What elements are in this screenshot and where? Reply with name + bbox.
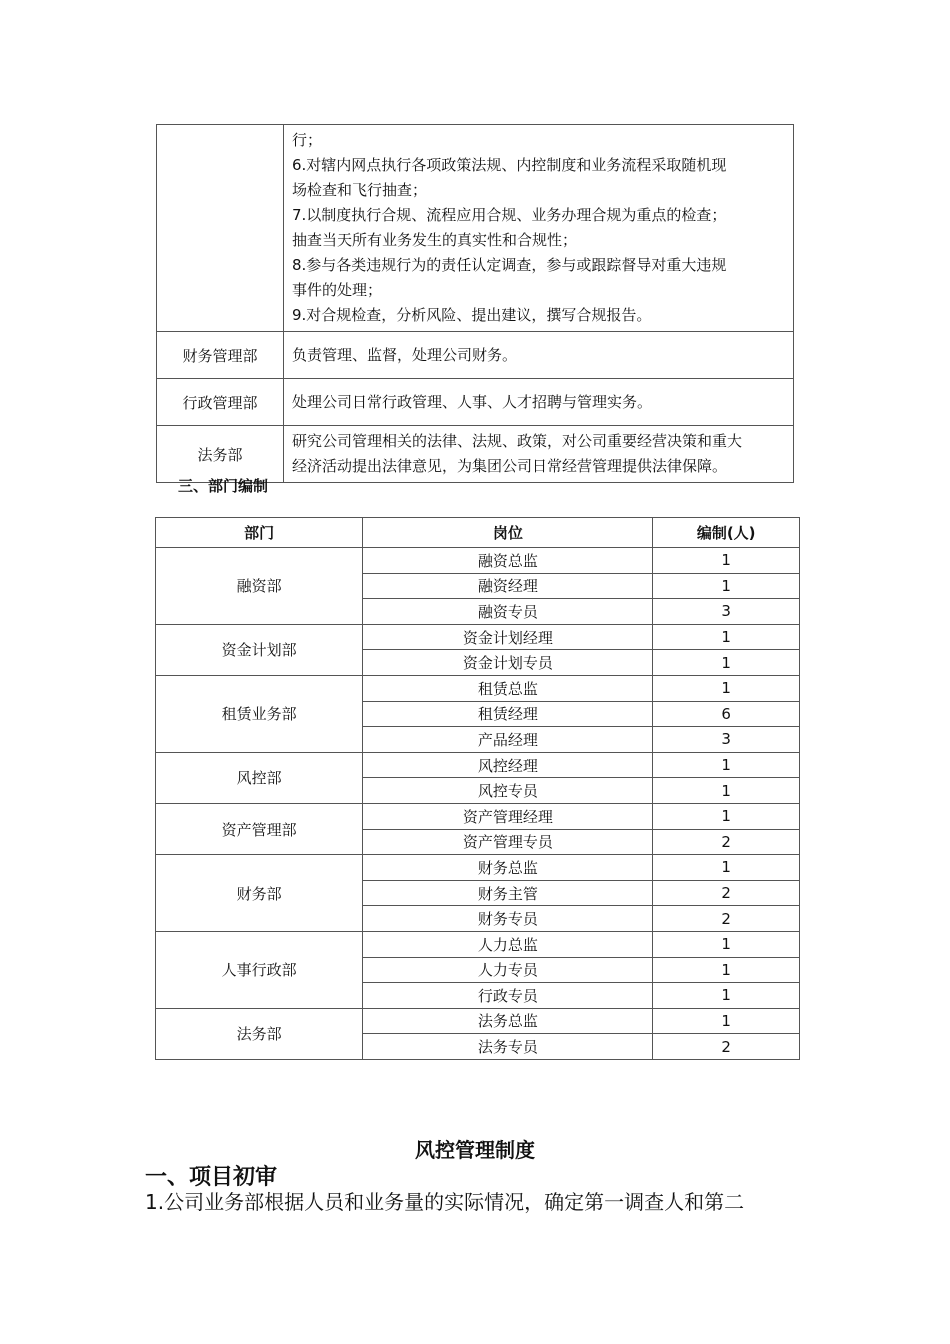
headcount-cell: 1 — [653, 983, 800, 1009]
position-cell: 租赁总监 — [363, 675, 653, 701]
duty-dept-cell: 行政管理部 — [157, 379, 284, 426]
headcount-cell: 2 — [653, 829, 800, 855]
section-heading: 三、部门编制 — [178, 477, 269, 495]
body-paragraph: 1.公司业务部根据人员和业务量的实际情况，确定第一调查人和第二 — [145, 1190, 745, 1214]
section-heading-project-review: 一、项目初审 — [145, 1165, 278, 1190]
duty-line: 9.对合规检查，分析风险、提出建议，撰写合规报告。 — [292, 306, 652, 324]
duty-row — [157, 379, 794, 426]
table-row — [156, 855, 800, 881]
dept-cell: 资产管理部 — [156, 803, 363, 854]
duty-row — [157, 426, 794, 483]
duty-desc-cell — [284, 125, 794, 332]
position-cell: 财务主管 — [363, 880, 653, 906]
department-duties-table — [156, 124, 794, 483]
duty-line: 8.参与各类违规行为的责任认定调查，参与或跟踪督导对重大违规 — [292, 256, 727, 274]
headcount-cell: 1 — [653, 675, 800, 701]
position-cell: 资产管理经理 — [363, 803, 653, 829]
header-position: 岗位 — [363, 518, 653, 548]
duty-line: 7.以制度执行合规、流程应用合规、业务办理合规为重点的检查； — [292, 206, 727, 224]
headcount-cell: 3 — [653, 727, 800, 753]
duty-line: 经济活动提出法律意见，为集团公司日常经营管理提供法律保障。 — [292, 457, 728, 475]
header-dept: 部门 — [156, 518, 363, 548]
duty-line: 负责管理、监督，处理公司财务。 — [292, 345, 518, 364]
duty-dept-cell — [157, 125, 284, 332]
staffing-body — [156, 548, 800, 1060]
dept-cell: 法务部 — [156, 1008, 363, 1059]
position-cell: 风控专员 — [363, 778, 653, 804]
duty-line: 研究公司管理相关的法律、法规、政策，对公司重要经营决策和重大 — [292, 432, 743, 450]
duty-line: 行； — [292, 131, 323, 149]
headcount-cell: 6 — [653, 701, 800, 727]
table-row — [156, 1008, 800, 1034]
headcount-cell: 2 — [653, 880, 800, 906]
position-cell: 财务专员 — [363, 906, 653, 932]
position-cell: 融资专员 — [363, 599, 653, 625]
duty-line: 抽查当天所有业务发生的真实性和合规性； — [292, 231, 578, 249]
position-cell: 资产管理专员 — [363, 829, 653, 855]
table-row — [156, 931, 800, 957]
headcount-cell: 1 — [653, 752, 800, 778]
staffing-table — [155, 517, 800, 1060]
table-row — [156, 752, 800, 778]
position-cell: 行政专员 — [363, 983, 653, 1009]
headcount-cell: 1 — [653, 573, 800, 599]
position-cell: 产品经理 — [363, 727, 653, 753]
position-cell: 风控经理 — [363, 752, 653, 778]
dept-cell: 人事行政部 — [156, 931, 363, 1008]
position-cell: 资金计划专员 — [363, 650, 653, 676]
dept-cell: 融资部 — [156, 548, 363, 625]
duty-dept-cell: 财务管理部 — [157, 332, 284, 379]
position-cell: 法务专员 — [363, 1034, 653, 1060]
duty-dept-cell: 法务部 — [157, 426, 284, 483]
duty-line: 场检查和飞行抽查； — [292, 181, 428, 199]
duty-desc-cell — [284, 426, 794, 483]
position-cell: 租赁经理 — [363, 701, 653, 727]
table-row — [156, 624, 800, 650]
dept-cell: 资金计划部 — [156, 624, 363, 675]
duty-line: 处理公司日常行政管理、人事、人才招聘与管理实务。 — [292, 392, 653, 411]
headcount-cell: 1 — [653, 803, 800, 829]
position-cell: 法务总监 — [363, 1008, 653, 1034]
headcount-cell: 1 — [653, 1008, 800, 1034]
headcount-cell: 1 — [653, 548, 800, 574]
headcount-cell: 1 — [653, 931, 800, 957]
duty-line: 6.对辖内网点执行各项政策法规、内控制度和业务流程采取随机现 — [292, 156, 727, 174]
duty-row — [157, 332, 794, 379]
position-cell: 融资总监 — [363, 548, 653, 574]
duty-line: 事件的处理； — [292, 281, 383, 299]
position-cell: 人力总监 — [363, 931, 653, 957]
position-cell: 人力专员 — [363, 957, 653, 983]
staffing-header-row — [156, 518, 800, 548]
position-cell: 融资经理 — [363, 573, 653, 599]
headcount-cell: 1 — [653, 650, 800, 676]
table-row — [156, 548, 800, 574]
headcount-cell: 2 — [653, 1034, 800, 1060]
table-row — [156, 675, 800, 701]
duty-desc-cell — [284, 379, 794, 426]
headcount-cell: 1 — [653, 624, 800, 650]
dept-cell: 风控部 — [156, 752, 363, 803]
position-cell: 资金计划经理 — [363, 624, 653, 650]
headcount-cell: 2 — [653, 906, 800, 932]
table-row — [156, 803, 800, 829]
duty-row — [157, 125, 794, 332]
dept-cell: 财务部 — [156, 855, 363, 932]
dept-cell: 租赁业务部 — [156, 675, 363, 752]
header-headcount: 编制(人) — [653, 518, 800, 548]
headcount-cell: 1 — [653, 778, 800, 804]
document-title: 风控管理制度 — [415, 1138, 535, 1162]
duty-desc-cell — [284, 332, 794, 379]
position-cell: 财务总监 — [363, 855, 653, 881]
headcount-cell: 3 — [653, 599, 800, 625]
headcount-cell: 1 — [653, 957, 800, 983]
headcount-cell: 1 — [653, 855, 800, 881]
